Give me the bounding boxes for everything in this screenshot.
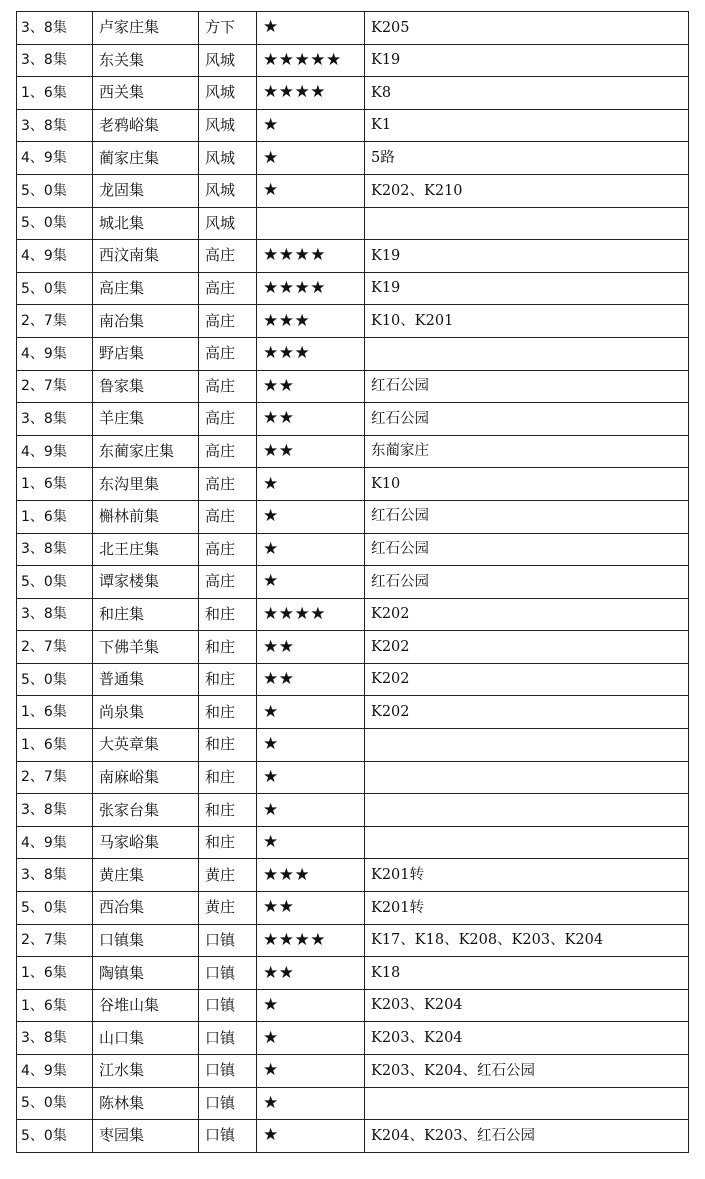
table-row <box>17 468 689 501</box>
market-name-cell: 和庄集 <box>93 598 199 631</box>
town-cell: 风城 <box>199 109 257 142</box>
star-rating-cell: ★★ <box>257 663 365 696</box>
table-row <box>17 1055 689 1088</box>
star-rating-cell: ★★★★ <box>257 598 365 631</box>
bus-route-cell: K202 <box>365 696 689 729</box>
table-row <box>17 761 689 794</box>
star-rating-cell: ★★★★ <box>257 924 365 957</box>
table-row <box>17 272 689 305</box>
market-dates-cell: 1、6集 <box>17 957 93 990</box>
town-cell: 和庄 <box>199 826 257 859</box>
market-name-cell: 槲林前集 <box>93 500 199 533</box>
bus-route-cell: 红石公园 <box>365 566 689 599</box>
market-name-cell: 城北集 <box>93 207 199 240</box>
bus-route-cell: K19 <box>365 272 689 305</box>
table-row <box>17 142 689 175</box>
table-row <box>17 826 689 859</box>
market-name-cell: 西汶南集 <box>93 240 199 273</box>
star-rating-cell: ★ <box>257 174 365 207</box>
market-name-cell: 谭家楼集 <box>93 566 199 599</box>
bus-route-cell <box>365 337 689 370</box>
market-name-cell: 南麻峪集 <box>93 761 199 794</box>
table-row <box>17 892 689 925</box>
market-dates-cell: 5、0集 <box>17 663 93 696</box>
town-cell: 高庄 <box>199 468 257 501</box>
market-name-cell: 东蔺家庄集 <box>93 435 199 468</box>
market-name-cell: 江水集 <box>93 1055 199 1088</box>
market-name-cell: 蔺家庄集 <box>93 142 199 175</box>
town-cell: 风城 <box>199 142 257 175</box>
star-rating-cell: ★ <box>257 1120 365 1153</box>
star-rating-cell: ★ <box>257 1022 365 1055</box>
town-cell: 口镇 <box>199 957 257 990</box>
bus-route-cell: K202、K210 <box>365 174 689 207</box>
market-dates-cell: 3、8集 <box>17 109 93 142</box>
star-rating-cell: ★ <box>257 696 365 729</box>
bus-route-cell <box>365 1087 689 1120</box>
town-cell: 高庄 <box>199 337 257 370</box>
town-cell: 风城 <box>199 174 257 207</box>
bus-route-cell: 东蔺家庄 <box>365 435 689 468</box>
market-name-cell: 尚泉集 <box>93 696 199 729</box>
table-row <box>17 957 689 990</box>
market-dates-cell: 1、6集 <box>17 729 93 762</box>
star-rating-cell: ★★ <box>257 957 365 990</box>
town-cell: 口镇 <box>199 1022 257 1055</box>
town-cell: 高庄 <box>199 566 257 599</box>
town-cell: 高庄 <box>199 305 257 338</box>
bus-route-cell: K10、K201 <box>365 305 689 338</box>
market-name-cell: 普通集 <box>93 663 199 696</box>
star-rating-cell: ★ <box>257 729 365 762</box>
table-row <box>17 12 689 45</box>
market-name-cell: 南冶集 <box>93 305 199 338</box>
market-dates-cell: 3、8集 <box>17 1022 93 1055</box>
table-row <box>17 598 689 631</box>
bus-route-cell: 红石公园 <box>365 500 689 533</box>
star-rating-cell: ★ <box>257 12 365 45</box>
table-row <box>17 240 689 273</box>
star-rating-cell: ★★ <box>257 403 365 436</box>
town-cell: 高庄 <box>199 240 257 273</box>
market-name-cell: 东沟里集 <box>93 468 199 501</box>
market-name-cell: 马家峪集 <box>93 826 199 859</box>
market-dates-cell: 5、0集 <box>17 207 93 240</box>
market-dates-cell: 1、6集 <box>17 500 93 533</box>
bus-route-cell: K202 <box>365 598 689 631</box>
town-cell: 高庄 <box>199 435 257 468</box>
market-dates-cell: 5、0集 <box>17 566 93 599</box>
bus-route-cell: K201转 <box>365 859 689 892</box>
town-cell: 和庄 <box>199 663 257 696</box>
market-name-cell: 高庄集 <box>93 272 199 305</box>
market-name-cell: 鲁家集 <box>93 370 199 403</box>
market-dates-cell: 4、9集 <box>17 826 93 859</box>
town-cell: 风城 <box>199 207 257 240</box>
market-table <box>16 11 689 1153</box>
star-rating-cell: ★ <box>257 142 365 175</box>
market-name-cell: 北王庄集 <box>93 533 199 566</box>
town-cell: 风城 <box>199 77 257 110</box>
market-name-cell: 山口集 <box>93 1022 199 1055</box>
market-table-body <box>17 12 689 1153</box>
town-cell: 高庄 <box>199 272 257 305</box>
star-rating-cell: ★★★★ <box>257 240 365 273</box>
market-dates-cell: 3、8集 <box>17 403 93 436</box>
star-rating-cell: ★ <box>257 500 365 533</box>
bus-route-cell: 红石公园 <box>365 403 689 436</box>
market-dates-cell: 1、6集 <box>17 696 93 729</box>
bus-route-cell: K1 <box>365 109 689 142</box>
bus-route-cell: 红石公园 <box>365 533 689 566</box>
star-rating-cell: ★ <box>257 468 365 501</box>
market-dates-cell: 1、6集 <box>17 468 93 501</box>
market-dates-cell: 2、7集 <box>17 305 93 338</box>
market-dates-cell: 2、7集 <box>17 761 93 794</box>
market-dates-cell: 3、8集 <box>17 12 93 45</box>
market-dates-cell: 1、6集 <box>17 77 93 110</box>
market-name-cell: 大英章集 <box>93 729 199 762</box>
market-name-cell: 龙固集 <box>93 174 199 207</box>
market-name-cell: 西关集 <box>93 77 199 110</box>
bus-route-cell: K10 <box>365 468 689 501</box>
bus-route-cell: K202 <box>365 663 689 696</box>
table-row <box>17 370 689 403</box>
market-name-cell: 野店集 <box>93 337 199 370</box>
town-cell: 黄庄 <box>199 892 257 925</box>
star-rating-cell: ★ <box>257 1055 365 1088</box>
town-cell: 和庄 <box>199 794 257 827</box>
star-rating-cell: ★ <box>257 533 365 566</box>
town-cell: 和庄 <box>199 761 257 794</box>
bus-route-cell: K202 <box>365 631 689 664</box>
town-cell: 黄庄 <box>199 859 257 892</box>
market-dates-cell: 4、9集 <box>17 337 93 370</box>
market-dates-cell: 2、7集 <box>17 370 93 403</box>
bus-route-cell: K19 <box>365 44 689 77</box>
market-name-cell: 羊庄集 <box>93 403 199 436</box>
table-row <box>17 631 689 664</box>
table-row <box>17 1022 689 1055</box>
bus-route-cell: K18 <box>365 957 689 990</box>
table-row <box>17 696 689 729</box>
bus-route-cell <box>365 826 689 859</box>
star-rating-cell: ★ <box>257 989 365 1022</box>
market-name-cell: 张家台集 <box>93 794 199 827</box>
table-row <box>17 109 689 142</box>
market-name-cell: 东关集 <box>93 44 199 77</box>
star-rating-cell: ★★ <box>257 370 365 403</box>
table-row <box>17 174 689 207</box>
bus-route-cell: K19 <box>365 240 689 273</box>
bus-route-cell: 5路 <box>365 142 689 175</box>
star-rating-cell: ★ <box>257 566 365 599</box>
town-cell: 高庄 <box>199 370 257 403</box>
market-dates-cell: 3、8集 <box>17 533 93 566</box>
bus-route-cell: K203、K204、红石公园 <box>365 1055 689 1088</box>
market-name-cell: 黄庄集 <box>93 859 199 892</box>
table-row <box>17 663 689 696</box>
bus-route-cell: K203、K204 <box>365 989 689 1022</box>
table-row <box>17 1120 689 1153</box>
bus-route-cell <box>365 761 689 794</box>
town-cell: 口镇 <box>199 924 257 957</box>
market-dates-cell: 3、8集 <box>17 44 93 77</box>
town-cell: 方下 <box>199 12 257 45</box>
market-name-cell: 陶镇集 <box>93 957 199 990</box>
table-row <box>17 566 689 599</box>
market-dates-cell: 4、9集 <box>17 1055 93 1088</box>
town-cell: 口镇 <box>199 1120 257 1153</box>
market-dates-cell: 5、0集 <box>17 1120 93 1153</box>
market-dates-cell: 1、6集 <box>17 989 93 1022</box>
star-rating-cell: ★★ <box>257 631 365 664</box>
town-cell: 口镇 <box>199 1087 257 1120</box>
star-rating-cell: ★ <box>257 794 365 827</box>
town-cell: 和庄 <box>199 598 257 631</box>
table-row <box>17 794 689 827</box>
table-row <box>17 859 689 892</box>
town-cell: 口镇 <box>199 1055 257 1088</box>
market-dates-cell: 3、8集 <box>17 794 93 827</box>
market-name-cell: 卢家庄集 <box>93 12 199 45</box>
star-rating-cell: ★★★ <box>257 305 365 338</box>
bus-route-cell: K203、K204 <box>365 1022 689 1055</box>
bus-route-cell: K205 <box>365 12 689 45</box>
table-row <box>17 337 689 370</box>
town-cell: 口镇 <box>199 989 257 1022</box>
star-rating-cell: ★★★★ <box>257 77 365 110</box>
town-cell: 高庄 <box>199 403 257 436</box>
market-name-cell: 口镇集 <box>93 924 199 957</box>
market-name-cell: 老鸦峪集 <box>93 109 199 142</box>
market-dates-cell: 5、0集 <box>17 892 93 925</box>
star-rating-cell <box>257 207 365 240</box>
bus-route-cell: K201转 <box>365 892 689 925</box>
market-dates-cell: 5、0集 <box>17 1087 93 1120</box>
market-dates-cell: 5、0集 <box>17 174 93 207</box>
market-dates-cell: 5、0集 <box>17 272 93 305</box>
table-row <box>17 729 689 762</box>
star-rating-cell: ★★ <box>257 435 365 468</box>
town-cell: 高庄 <box>199 500 257 533</box>
market-name-cell: 西冶集 <box>93 892 199 925</box>
town-cell: 和庄 <box>199 631 257 664</box>
market-name-cell: 枣园集 <box>93 1120 199 1153</box>
star-rating-cell: ★ <box>257 109 365 142</box>
table-row <box>17 44 689 77</box>
star-rating-cell: ★ <box>257 761 365 794</box>
market-dates-cell: 3、8集 <box>17 859 93 892</box>
star-rating-cell: ★★★★ <box>257 272 365 305</box>
bus-route-cell: 红石公园 <box>365 370 689 403</box>
market-schedule-document <box>16 11 688 1153</box>
market-name-cell: 陈林集 <box>93 1087 199 1120</box>
table-row <box>17 924 689 957</box>
table-row <box>17 1087 689 1120</box>
bus-route-cell: K8 <box>365 77 689 110</box>
market-dates-cell: 4、9集 <box>17 142 93 175</box>
star-rating-cell: ★ <box>257 1087 365 1120</box>
town-cell: 和庄 <box>199 696 257 729</box>
star-rating-cell: ★★★ <box>257 859 365 892</box>
bus-route-cell: K17、K18、K208、K203、K204 <box>365 924 689 957</box>
bus-route-cell <box>365 729 689 762</box>
star-rating-cell: ★★ <box>257 892 365 925</box>
table-row <box>17 305 689 338</box>
market-name-cell: 下佛羊集 <box>93 631 199 664</box>
bus-route-cell <box>365 207 689 240</box>
table-row <box>17 403 689 436</box>
table-row <box>17 435 689 468</box>
star-rating-cell: ★ <box>257 826 365 859</box>
market-dates-cell: 2、7集 <box>17 631 93 664</box>
market-name-cell: 谷堆山集 <box>93 989 199 1022</box>
town-cell: 高庄 <box>199 533 257 566</box>
town-cell: 风城 <box>199 44 257 77</box>
table-row <box>17 207 689 240</box>
market-dates-cell: 4、9集 <box>17 435 93 468</box>
star-rating-cell: ★★★★★ <box>257 44 365 77</box>
town-cell: 和庄 <box>199 729 257 762</box>
table-row <box>17 533 689 566</box>
star-rating-cell: ★★★ <box>257 337 365 370</box>
bus-route-cell <box>365 794 689 827</box>
market-dates-cell: 2、7集 <box>17 924 93 957</box>
bus-route-cell: K204、K203、红石公园 <box>365 1120 689 1153</box>
market-dates-cell: 4、9集 <box>17 240 93 273</box>
table-row <box>17 77 689 110</box>
table-row <box>17 500 689 533</box>
table-row <box>17 989 689 1022</box>
market-dates-cell: 3、8集 <box>17 598 93 631</box>
